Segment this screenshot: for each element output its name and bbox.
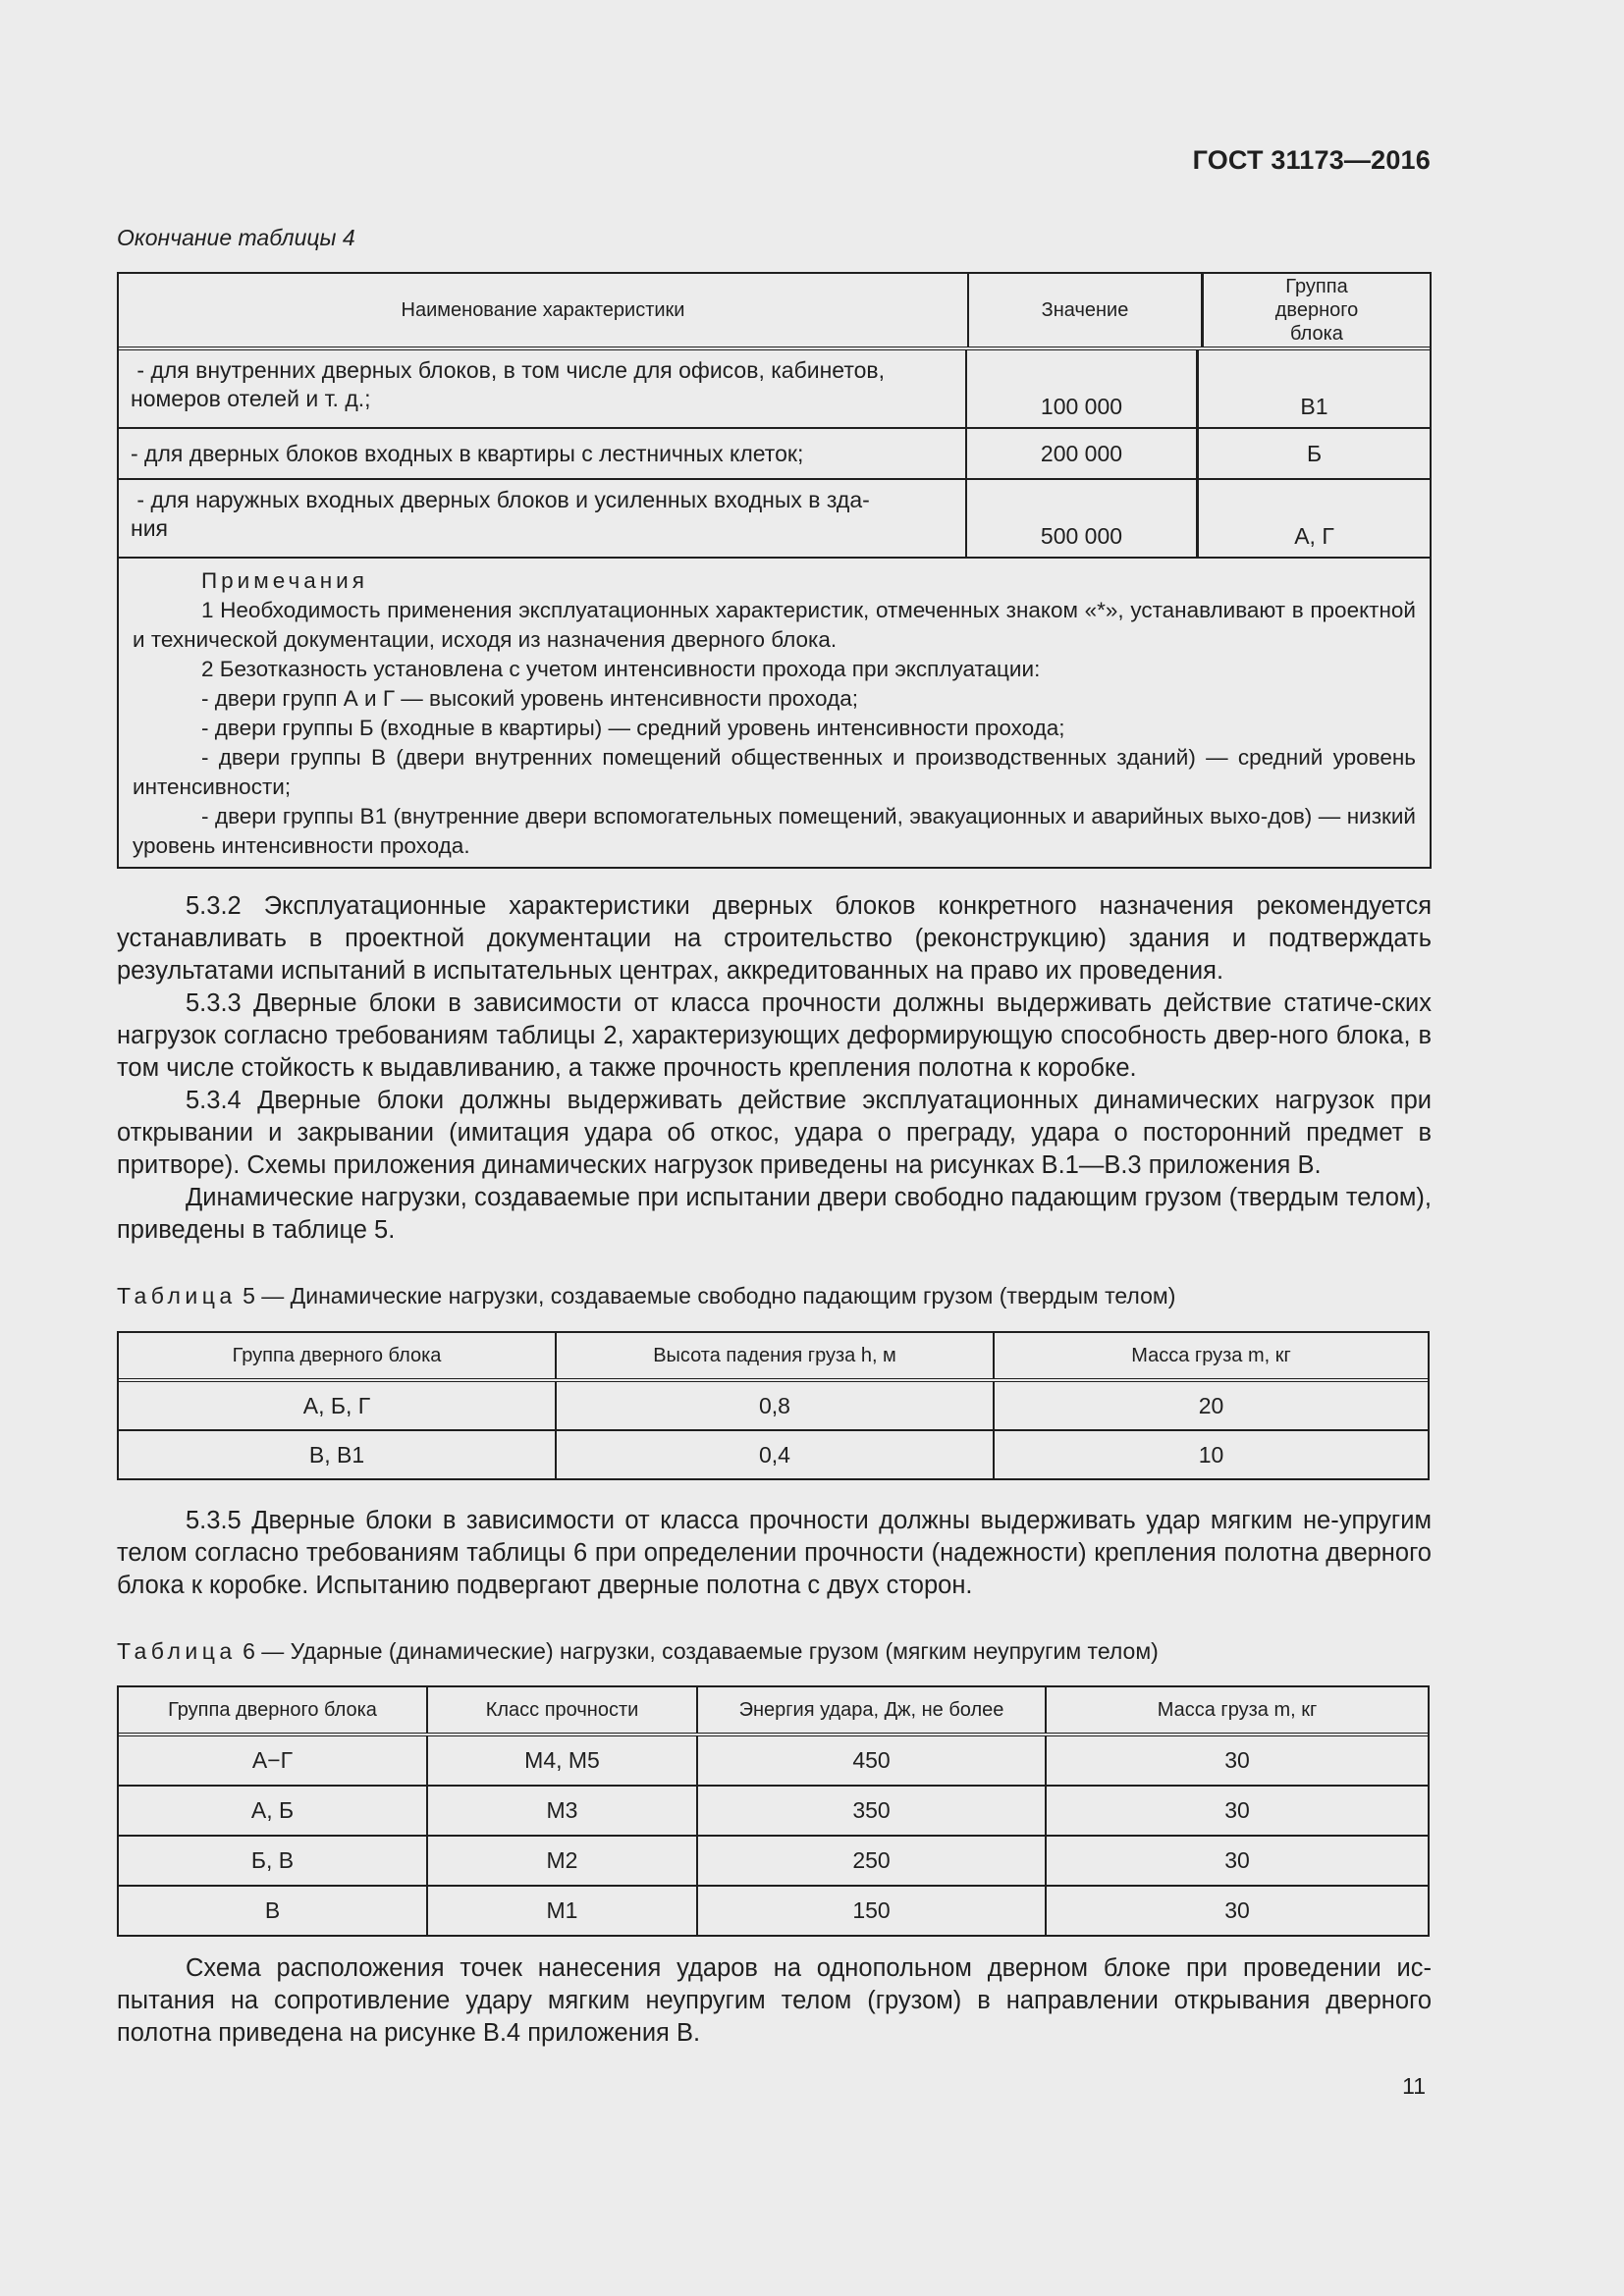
paragraph-5-3-4-dynamic: Динамические нагрузки, создаваемые при испытании двери свободно падающим грузом (твердым телом), приведены в таблице 5. [117,1184,1432,1244]
table-cell: В [119,1887,428,1935]
table6-header-row [119,1687,1428,1736]
table-cell: 0,4 [557,1431,995,1478]
table4-cell-name [119,429,967,478]
note-2-item: - двери группы В1 (внутренние двери вспомогательных помещений, эвакуационных и аварийных выхо-дов) — низкий уровень интенсивности прохода. [133,804,1416,858]
note-2-item: - двери групп А и Г — высокий уровень интенсивности прохода; [201,686,858,711]
table4-col-group-label: Группа дверного блока [1274,276,1359,345]
table-cell: Б, В [119,1837,428,1885]
table-cell: М2 [428,1837,698,1885]
table-cell: 450 [698,1736,1047,1785]
table-cell: М4, М5 [428,1736,698,1785]
table-cell: В, В1 [119,1431,557,1478]
table5-label: Таблица [117,1283,237,1308]
cell-line: - для внутренних дверных блоков, в том числе для офисов, кабинетов, [131,357,886,383]
table-cell: 30 [1224,1797,1250,1823]
table5 [117,1331,1430,1480]
table-cell: 30 [1224,1897,1250,1923]
table4-cell-value: 200 000 [967,429,1199,478]
paragraph-5-3-5: 5.3.5 Дверные блоки в зависимости от класса прочности должны выдерживать удар мягким не-упругим телом согласно требованиям таблицы 6 при определении прочности (надежности) крепления полотна дверного блока к коробке. Испытанию подвергают дверные полотна с двух сторон. [117,1507,1432,1599]
table5-col-mass: Масса груза m, кг [1131,1344,1291,1366]
table4 [117,272,1432,869]
table6-title: 6 — Ударные (динамические) нагрузки, создаваемые грузом (мягким неупругим телом) [236,1638,1159,1664]
paragraph-5-3-2: 5.3.2 Эксплуатационные характеристики дверных блоков конкретного назначения рекомендуется устанавливать в проектной документации на строительство (реконструкцию) здания и подтверждать результатами испытаний в испытательных центрах, аккредитованных на право их проведения. [117,892,1432,985]
standard-header: ГОСТ 31173—2016 [1192,145,1431,175]
table4-cell-group: Б [1306,440,1323,466]
table5-col-height: Высота падения груза h, м [557,1333,995,1378]
table4-header-row [119,274,1430,350]
table-cell: 150 [698,1887,1047,1935]
table-cell: 10 [1198,1441,1224,1468]
paragraph-5-3-4: 5.3.4 Дверные блоки должны выдерживать действие эксплуатационных динамических нагрузок при открывании и закрывании (имитация удара об откос, удара о преграду, удара о посторонний предмет в притворе). Схемы приложения динамических нагрузок приведены на рисунках В.1—В.3 приложения В. [117,1087,1432,1179]
table6-col-class: Класс прочности [428,1687,698,1733]
table5-title: 5 — Динамические нагрузки, создаваемые свободно падающим грузом (твердым телом) [236,1283,1176,1308]
table-cell: 250 [698,1837,1047,1885]
paragraph-5-3-3: 5.3.3 Дверные блоки в зависимости от класса прочности должны выдерживать действие статиче-ских нагрузок согласно требованиям таблицы 2, характеризующих деформирующую способность двер-ного блока, в том числе стойкость к выдавливанию, а также прочность крепления полотна к коробке. [117,989,1432,1082]
table6-col-mass: Масса груза m, кг [1157,1698,1318,1721]
table6-caption [117,1638,1159,1665]
table-cell: А−Г [119,1736,428,1785]
table-row [119,1787,1428,1837]
table4-cell-name [119,350,967,427]
table-row [119,1382,1428,1431]
cell-line: ния [131,515,169,541]
table4-notes [119,559,1430,867]
table4-col-value: Значение [969,274,1204,347]
cell-line: - для дверных блоков входных в квартиры с лестничных клеток; [131,440,804,466]
table4-cell-group: В1 [1300,394,1328,419]
table-row [119,429,1430,480]
note-2-item: - двери группы В (двери внутренних помещений общественных и производственных зданий) — средний уровень интенсивности; [133,745,1416,799]
note-2: 2 Безотказность установлена с учетом интенсивности прохода при эксплуатации: [201,657,1041,681]
notes-title: Примечания [201,568,368,593]
table4-col-group [1204,274,1430,347]
table-cell: 350 [698,1787,1047,1835]
table5-col-group: Группа дверного блока [119,1333,557,1378]
note-1: 1 Необходимость применения эксплуатационных характеристик, отмеченных знаком «*», устанавливают в проектной и технической документации, исходя из назначения дверного блока. [133,598,1416,652]
table-row [119,1431,1428,1478]
table4-continuation-caption: Окончание таблицы 4 [117,225,355,250]
table-cell: 30 [1224,1847,1250,1873]
page-number: 11 [1402,2073,1426,2099]
table-cell: М3 [428,1787,698,1835]
table-row [119,1736,1428,1787]
table6-col-energy: Энергия удара, Дж, не более [698,1687,1047,1733]
table6 [117,1685,1430,1937]
table4-cell-value: 100 000 [967,350,1199,427]
table6-label: Таблица [117,1638,237,1664]
table-cell: 30 [1224,1747,1250,1773]
table6-col-group: Группа дверного блока [119,1687,428,1733]
table-cell: М1 [428,1887,698,1935]
table-row [119,1837,1428,1887]
table-cell: 20 [1198,1392,1224,1418]
table4-cell-name [119,480,967,557]
table-row [119,350,1430,429]
cell-line: номеров отелей и т. д.; [131,386,371,411]
table-cell: 0,8 [557,1382,995,1429]
note-2-item: - двери группы Б (входные в квартиры) — средний уровень интенсивности прохода; [201,716,1065,740]
table4-cell-group: А, Г [1294,523,1334,549]
cell-line: - для наружных входных дверных блоков и усиленных входных в зда- [131,487,870,512]
table5-header-row [119,1333,1428,1382]
table-cell: А, Б [119,1787,428,1835]
paragraph-final: Схема расположения точек нанесения ударов на однопольном дверном блоке при проведении ис-пытания на сопротивление удару мягким неупругим телом (грузом) в направлении открывания дверного полотна приведена на рисунке В.4 приложения В. [117,1954,1432,2047]
table-cell: А, Б, Г [119,1382,557,1429]
table5-caption [117,1283,1175,1309]
table4-col-name: Наименование характеристики [119,274,969,347]
table-row [119,1887,1428,1935]
table-row [119,480,1430,559]
table4-cell-value: 500 000 [967,480,1199,557]
